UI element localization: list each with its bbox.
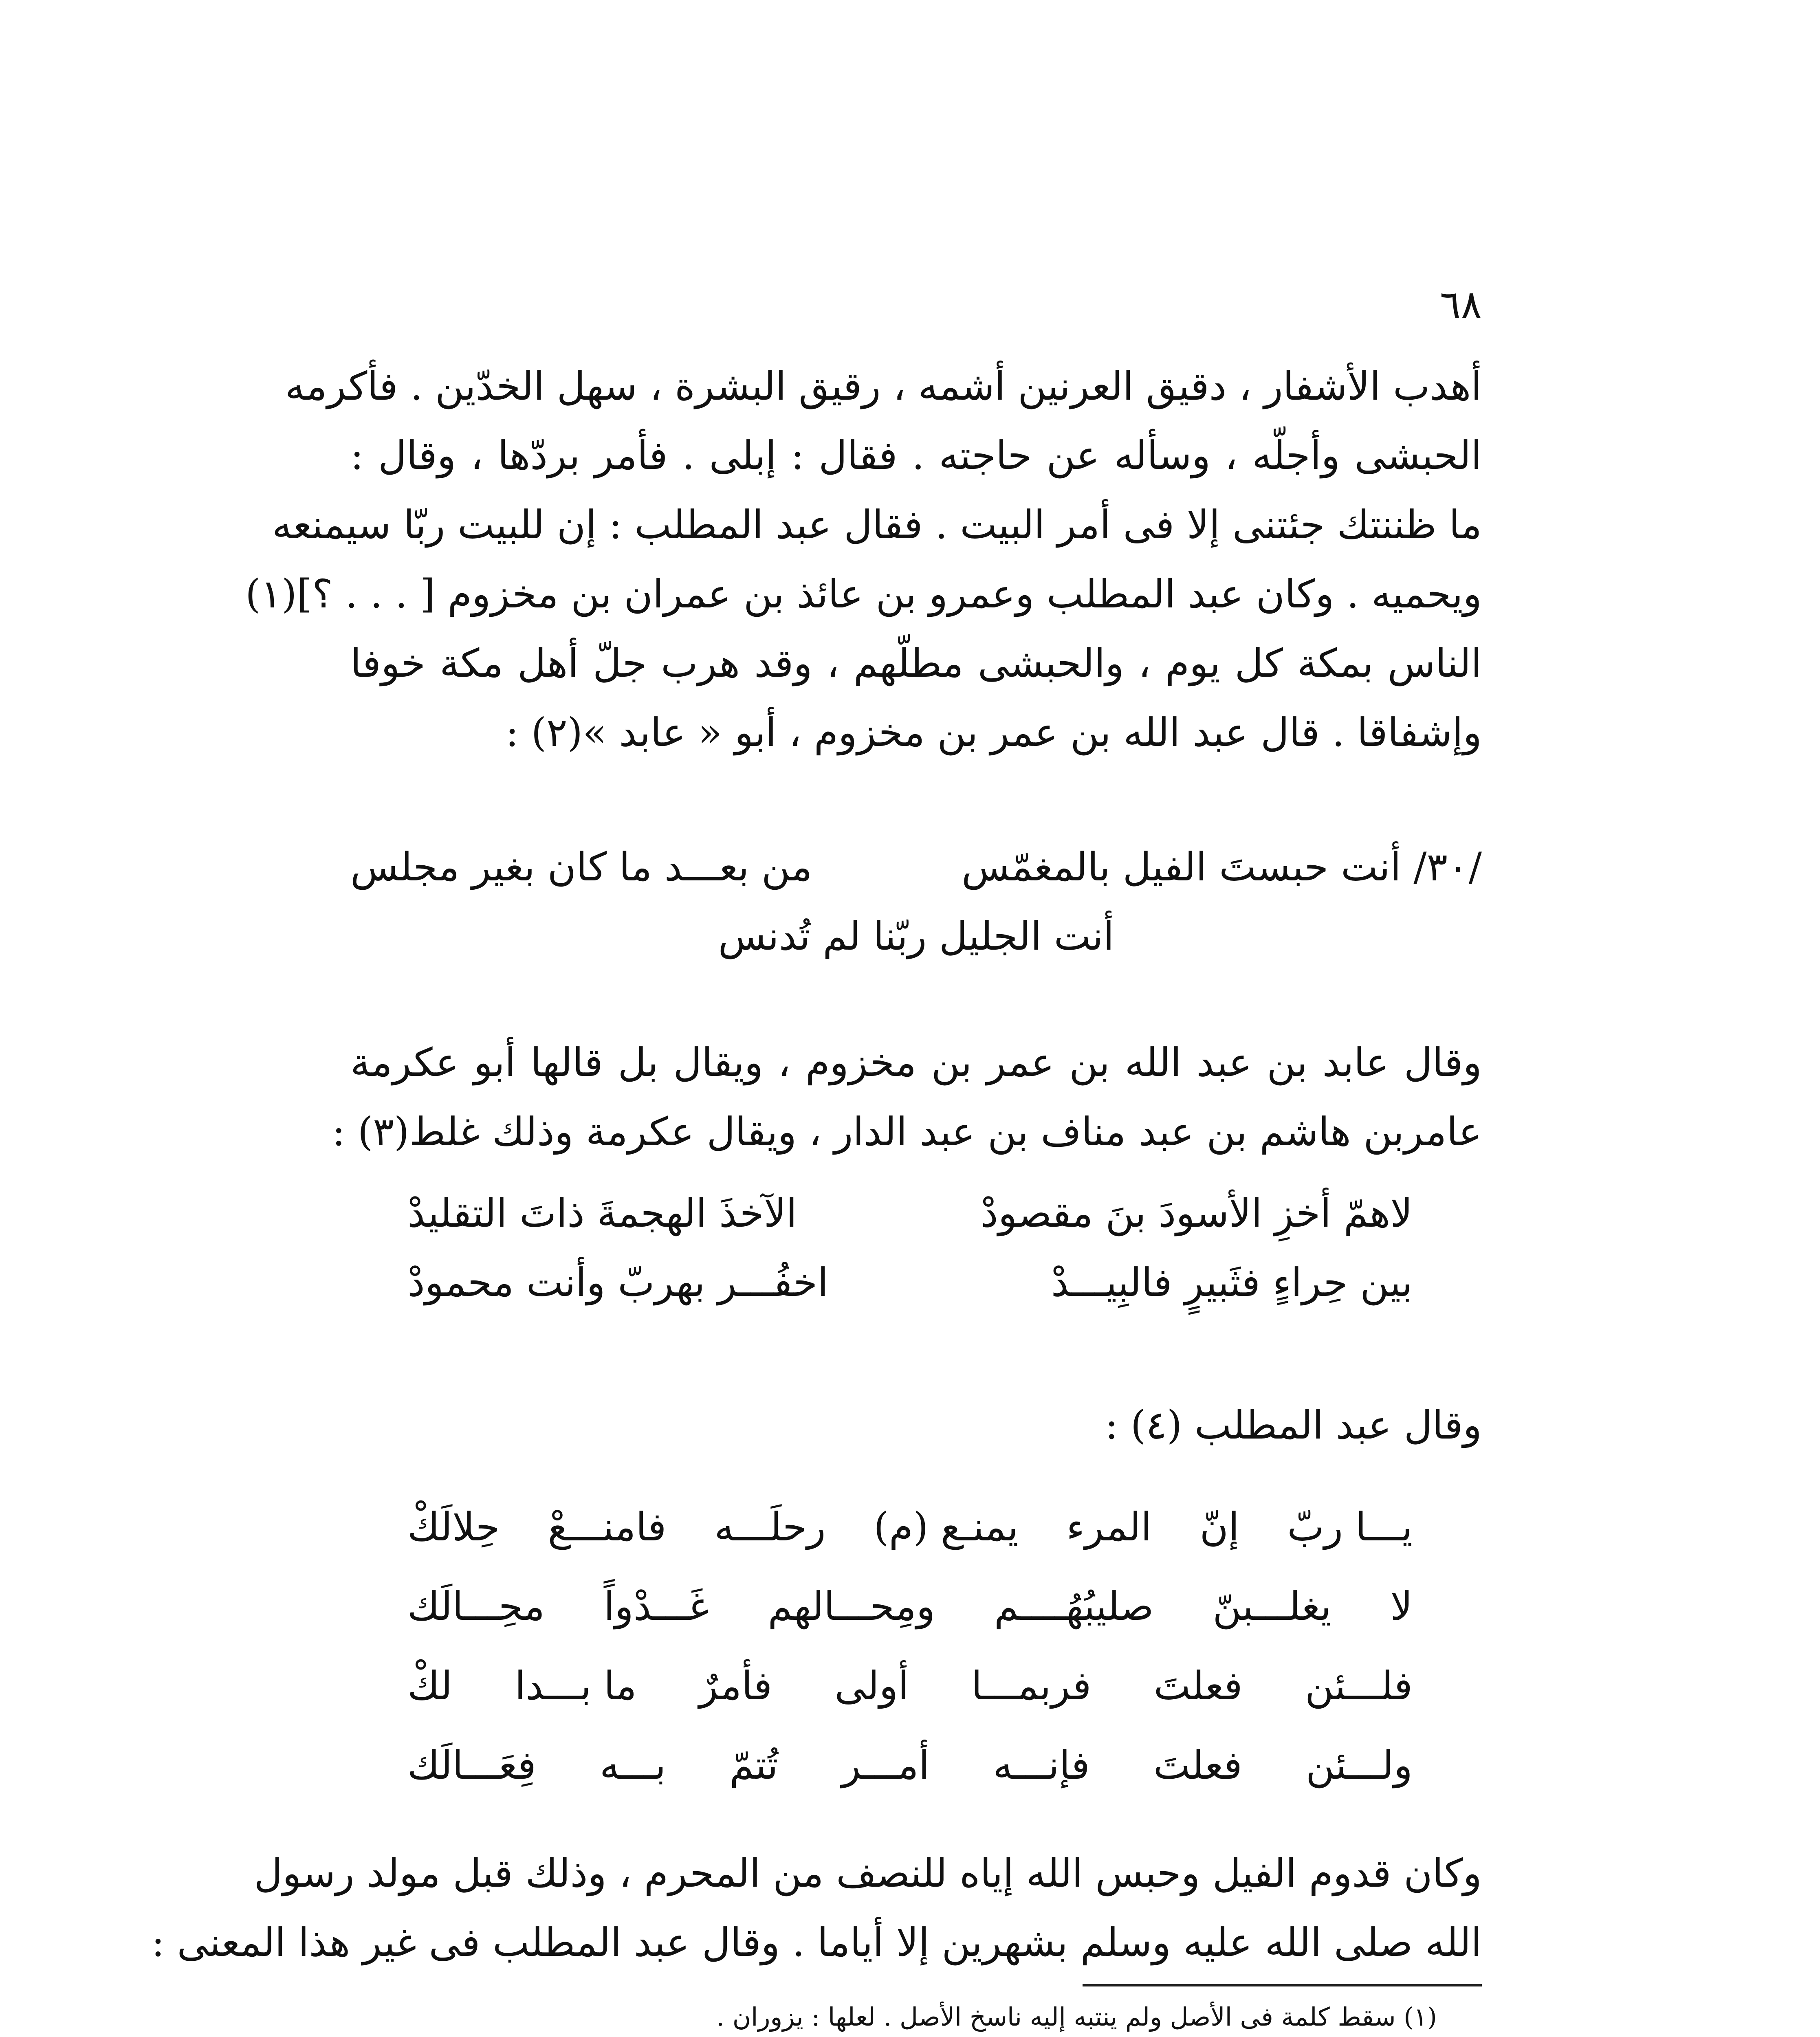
text-line: الناس بمكة كل يوم ، والحبشى مطلّهم ، وقد هرب جلّ أهل مكة خوفا bbox=[350, 640, 1482, 686]
verse-hemistich: الآخذَ الهجمةَ ذاتَ التقليدْ bbox=[407, 1190, 797, 1236]
intro-paragraph bbox=[245, 363, 1482, 782]
verse-word: فلـــئن bbox=[1305, 1663, 1413, 1709]
text-line: وإشفاقا . قال عبد الله بن عمر بن مخزوم ، أبو « عابد »(٢) : bbox=[505, 710, 1482, 755]
verse-word: فامنـــعْ bbox=[548, 1504, 667, 1550]
verse-word: حِلالَكْ bbox=[407, 1504, 500, 1550]
verse-word: فِعَـــالَك bbox=[407, 1742, 536, 1788]
verse-word: فإنـــه bbox=[993, 1742, 1090, 1788]
verse-word: ومِحـــالهم bbox=[768, 1584, 935, 1629]
verse-word: يغلـــبنّ bbox=[1213, 1584, 1331, 1629]
verse-word: تُتمّ bbox=[729, 1742, 778, 1788]
verse-line bbox=[407, 1584, 1413, 1666]
text-line: الحبشى وأجلّه ، وسأله عن حاجته . فقال : إبلى . فأمر بردّها ، وقال : bbox=[350, 433, 1482, 478]
text-line: ما ظننتك جئتنى إلا فى أمر البيت . فقال عبد المطلب : إن للبيت ربّا سيمنعه bbox=[272, 502, 1482, 548]
footnotes bbox=[350, 2004, 1482, 2037]
verse-word: بـــه bbox=[599, 1742, 666, 1788]
verse-hemistich: من بعـــد ما كان بغير مجلس bbox=[350, 844, 812, 890]
verse-line bbox=[407, 1663, 1413, 1746]
verse-word: محِـــالَك bbox=[407, 1584, 545, 1629]
paragraph-4 bbox=[151, 1850, 1482, 1992]
verse-word: صليبُهُــــم bbox=[994, 1584, 1154, 1629]
verse-line bbox=[407, 1504, 1413, 1587]
verse-word: فعلتَ bbox=[1153, 1663, 1243, 1709]
page-number: ٦٨ bbox=[1439, 282, 1482, 328]
text-line: وقال عبد المطلب (٤) : bbox=[1105, 1402, 1482, 1448]
verse-word: رحلَـــه bbox=[714, 1504, 826, 1550]
text-line: عامربن هاشم بن عبد مناف بن عبد الدار ، ويقال عكرمة وذلك غلط(٣) : bbox=[332, 1109, 1482, 1155]
verse-word: غَـــدْواً bbox=[603, 1584, 709, 1629]
verse-block-3 bbox=[407, 1504, 1413, 1825]
text-line: أهدب الأشفار ، دقيق العرنين أشمه ، رقيق البشرة ، سهل الخدّين . فأكرمه bbox=[285, 363, 1482, 409]
verse-word: ولـــئن bbox=[1305, 1742, 1413, 1788]
text-line: وكان قدوم الفيل وحبس الله إياه للنصف من المحرم ، وذلك قبل مولد رسول bbox=[254, 1850, 1482, 1896]
verse-block-2 bbox=[407, 1190, 1413, 1332]
verse-line bbox=[407, 1742, 1413, 1825]
verse-word: إنّ bbox=[1199, 1504, 1239, 1550]
verse-block-1 bbox=[350, 844, 1482, 986]
verse-hemistich: /٣٠/ أنت حبستَ الفيل بالمغمّس bbox=[962, 844, 1482, 890]
verse-word: أمـــر bbox=[841, 1742, 930, 1788]
verse-hemistich: اخفُـــر بهربّ وأنت محمودْ bbox=[407, 1260, 829, 1305]
verse-line: أنت الجليل ربّنا لم تُدنس bbox=[718, 913, 1114, 959]
footnote-divider bbox=[1083, 1984, 1482, 1986]
verse-word: فعلتَ bbox=[1153, 1742, 1243, 1788]
text-line: وقال عابد بن عبد الله بن عمر بن مخزوم ، ويقال بل قالها أبو عكرمة bbox=[350, 1040, 1482, 1085]
paragraph-2 bbox=[332, 1040, 1482, 1181]
text-line: ويحميه . وكان عبد المطلب وعمرو بن عائذ بن عمران بن مخزوم [ . . . ؟](١) bbox=[245, 571, 1482, 617]
verse-word: لا bbox=[1390, 1584, 1413, 1629]
verse-hemistich: بين حِراءٍ فثَبيرٍ فالبِيـــدْ bbox=[1051, 1260, 1413, 1305]
footnote: (١) سقط كلمة فى الأصل ولم ينتبه إليه ناسخ الأصل . لعلها : يزوران . bbox=[716, 2002, 1437, 2032]
verse-word: أولى bbox=[834, 1663, 909, 1709]
verse-word: يـــا ربّ bbox=[1287, 1504, 1413, 1550]
verse-word: ما بـــدا bbox=[515, 1663, 637, 1709]
verse-word: فأمرٌ bbox=[699, 1663, 772, 1709]
verse-word: يمنـع (م) bbox=[874, 1504, 1019, 1550]
paragraph-3 bbox=[350, 1402, 1482, 1475]
verse-word: فربمـــا bbox=[971, 1663, 1092, 1709]
text-line: الله صلى الله عليه وسلم بشهرين إلا أياما . وقال عبد المطلب فى غير هذا المعنى : bbox=[151, 1920, 1482, 1965]
verse-word: لكْ bbox=[407, 1663, 453, 1709]
verse-word: المرء bbox=[1066, 1504, 1152, 1550]
verse-hemistich: لاهمّ أخزِ الأسودَ بنَ مقصودْ bbox=[981, 1190, 1413, 1236]
